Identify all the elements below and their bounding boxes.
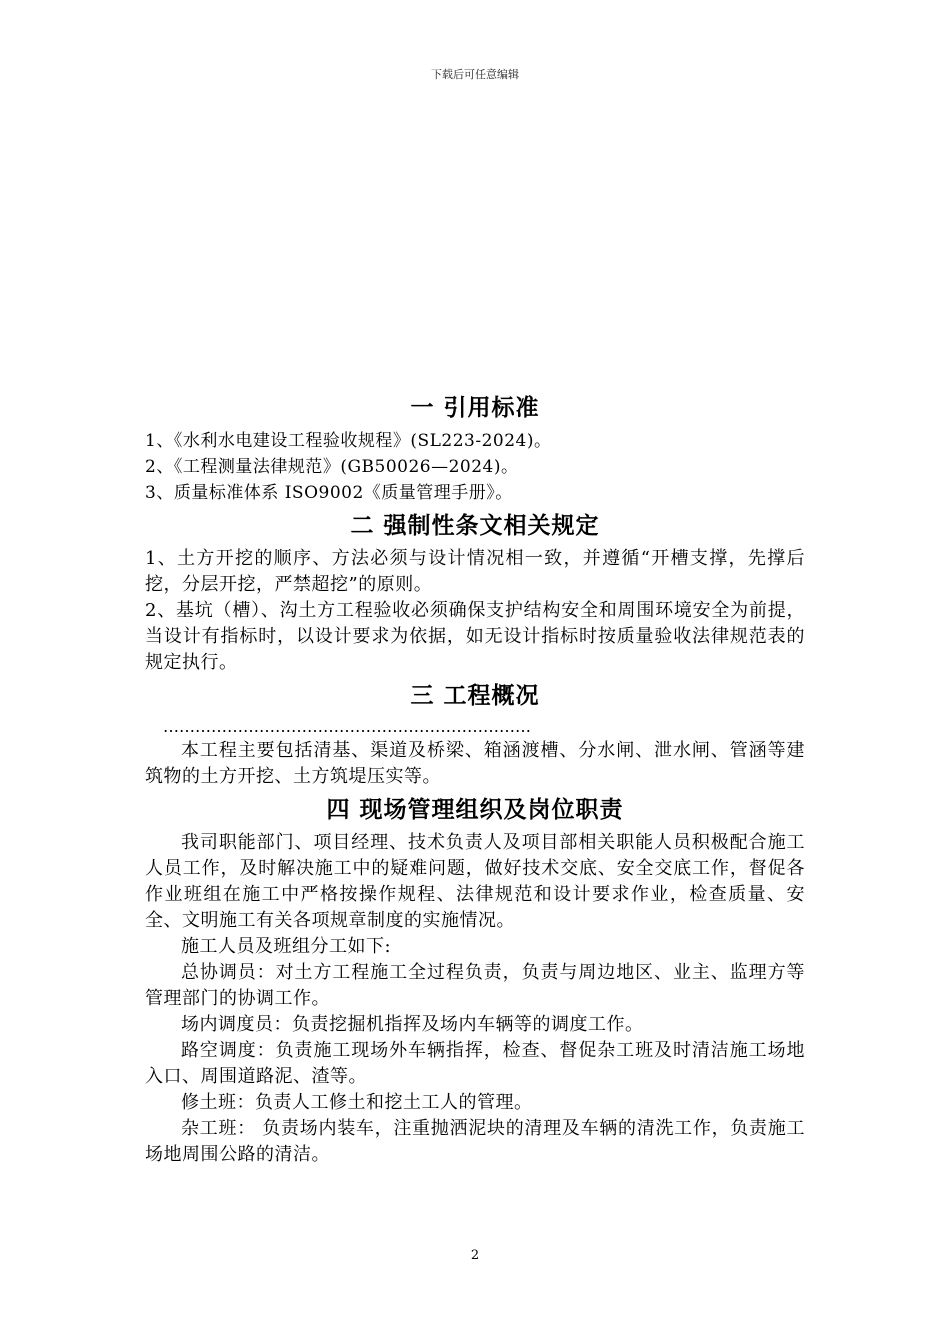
paragraph: 场内调度员：负责挖掘机指挥及场内车辆等的调度工作。 <box>181 1014 644 1035</box>
list-item: 3、质量标准体系 ISO9002《质量管理手册》。 <box>145 483 513 503</box>
list-item: 2、《工程测量法律规范》(GB50026—2024)。 <box>145 457 519 477</box>
page-number: 2 <box>470 1248 480 1263</box>
paragraph: 总协调员：对土方工程施工全过程负责，负责与周边地区、业主、监理方等管理部门的协调工作。 <box>145 962 805 1009</box>
section-title: 三 工程概况 <box>410 683 540 709</box>
paragraph: 施工人员及班组分工如下: <box>181 936 392 957</box>
paragraph: 杂工班： 负责场内装车，注重抛洒泥块的清理及车辆的清洗工作，负责施工场地周围公路的清洁。 <box>145 1118 805 1165</box>
section-title: 一 引用标准 <box>410 395 540 421</box>
section-title: 四 现场管理组织及岗位职责 <box>326 797 624 823</box>
section-1-list <box>145 428 805 506</box>
list-item: 2、基坑（槽）、沟土方工程验收必须确保支护结构安全和周围环境安全为前提，当设计有指标时，以设计要求为依据，如无设计指标时按质量验收法律规范表的规定执行。 <box>145 600 805 673</box>
list-item: 1、《水利水电建设工程验收规程》(SL223-2024)。 <box>145 431 552 451</box>
paragraph: 本工程主要包括清基、渠道及桥梁、箱涵渡槽、分水闸、泄水闸、管涵等建筑物的土方开挖、土方筑堤压实等。 <box>145 740 805 787</box>
paragraph: 路空调度：负责施工现场外车辆指挥，检查、督促杂工班及时清洁施工场地入口、周围道路泥、渣等。 <box>145 1040 805 1087</box>
section-title: 二 强制性条文相关规定 <box>350 513 600 539</box>
page-header: 下载后可任意编辑 <box>431 68 519 81</box>
list-item: 1、土方开挖的顺序、方法必须与设计情况相一致，并遵循“开槽支撑，先撑后挖，分层开挖，严禁超挖”的原则。 <box>145 548 805 595</box>
paragraph: 我司职能部门、项目经理、技术负责人及项目部相关职能人员积极配合施工人员工作，及时解决施工中的疑难问题，做好技术交底、安全交底工作，督促各作业班组在施工中严格按操作规程、法律规范和设计要求作业，检查质量、安全、文明施工有关各项规章制度的实施情况。 <box>145 832 805 931</box>
document-body <box>145 388 805 1168</box>
paragraph: 修土班：负责人工修土和挖土工人的管理。 <box>181 1092 533 1113</box>
ellipsis-line: …………………………………………………………… <box>163 717 531 736</box>
